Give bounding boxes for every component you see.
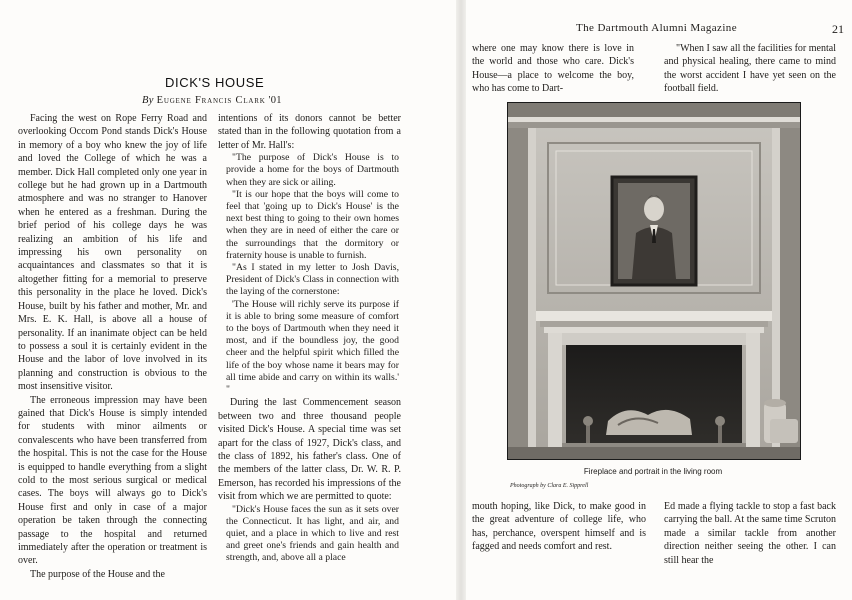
byline-by: By <box>142 95 154 106</box>
right-top-text-1: where one may know there is love in the world and those who care. Dick's House—a place to welcome the boy, who has come to Dart- <box>472 43 634 95</box>
right-bottom-text-1: mouth hoping, like Dick, to make good in the great adventure of college life, who has, perchance, overspent himself and is fagged and needs comfort and rest. <box>472 501 646 553</box>
fireplace-photo-drawing <box>508 103 800 459</box>
right-top-text-2: "When I saw all the facilities for mental and physical healing, there came to mind the worst accident I have yet seen on the football field. <box>664 43 836 95</box>
photo-credit: Photograph by Clara E. Sipprell <box>510 483 589 489</box>
right-bottom-column-2 <box>664 500 836 566</box>
commencement-paragraph: During the last Commencement season between two and three thousand people visited Dick's House. A special time was set apart for the class of 1927, Dick's class, and the class of 1892, his father's class. One of the members of the latter class, Dr. W. R. P. Emerson, has recorded his impressions of the visit from which we are permitted to quote: <box>218 397 401 503</box>
right-bottom-text-2: Ed made a flying tackle to stop a fast back carrying the ball. At the same time Scruton made a similar tackle from another direction neither seeing the other. I can still hear the <box>664 501 836 566</box>
page-gutter <box>456 0 466 600</box>
right-page <box>466 0 852 600</box>
page-number: 21 <box>832 22 844 36</box>
paragraph-3: The purpose of the House and the <box>30 568 165 580</box>
right-top-column-1 <box>472 42 634 102</box>
emerson-quote: "Dick's House faces the sun as it sets over the Connecticut. It has light, and air, and quiet, and a place in which to live and rest and greet one's friends and gain health and strength, and, above all a place <box>226 503 399 564</box>
running-header: The Dartmouth Alumni Magazine <box>576 22 737 34</box>
paragraph-2: The erroneous impression may have been gained that Dick's House is simply intended for students with minor ailments or convalescents who have been transferred from the hospital. This is not the case for the House is equipped to handle everything from a slight cold to the most serious surgical or medical cases. The boys will always go to Dick's House first and only in case of a major operation be taken through the connecting passage to the hospital and returned immediately after the operation or treatment is over. <box>18 394 207 567</box>
right-bottom-column-1 <box>472 500 646 560</box>
photo-caption: Fireplace and portrait in the living room <box>583 467 723 476</box>
byline-author: Eugene Francis Clark <box>156 95 266 106</box>
quote-4: 'The House will richly serve its purpose if it is able to bring some measure of comfort to the boys of Dartmouth when they need it most, and if the boundless joy, the good cheer and the helpful spirit which filled the life of the boy whose name it bears may for all time abide and carry on within its walls.' " <box>226 298 399 396</box>
paragraph-1: Facing the west on Rope Ferry Road and overlooking Occom Pond stands Dick's House in memory of a boy who knew the joy of life and loved the College of which he was a member. Dick Hall completed only one year in college but he had grown up in a Dartmouth atmosphere and was no stranger to Hanover when he entered as a freshman. During the brief period of his college days he was realizing an ambition of his life and impressing his own personality on acquaintances and classmates so that it is altogether fitting for a memorial to preserve this personality in the place he loved. Dick's House, built by his father and mother, Mr. and Mrs. E. K. Hall, is above all a house of personality. If an inanimate object can be held to possess a soul it is certainly evident in the House and the labor of love involved in its planning and construction is obvious to the most insensitive visitor. <box>18 113 207 393</box>
quote-1: "The purpose of Dick's House is to provide a home for the boys of Dartmouth when they are sick or ailing. <box>226 152 399 188</box>
right-top-column-2 <box>664 42 836 102</box>
quote-3: "As I stated in my letter to Josh Davis, President of Dick's Class in connection with the laying of the cornerstone: <box>226 262 399 298</box>
left-column-1 <box>18 112 207 580</box>
byline-year: '01 <box>265 95 282 106</box>
left-column-2 <box>218 112 401 564</box>
article-title: DICK'S HOUSE <box>165 75 265 90</box>
column2-intro: intentions of its donors cannot be better stated than in the following quotation from a letter of Mr. Hall's: <box>218 113 401 151</box>
fireplace-photograph <box>507 102 801 460</box>
quote-2: "It is our hope that the boys will come to feel that 'going up to Dick's House' is the next best thing to going to their own homes when they are in need of either the care or the surroundings that the dormitory or fraternity house is unable to furnish. <box>226 188 399 261</box>
article-byline <box>142 95 282 106</box>
